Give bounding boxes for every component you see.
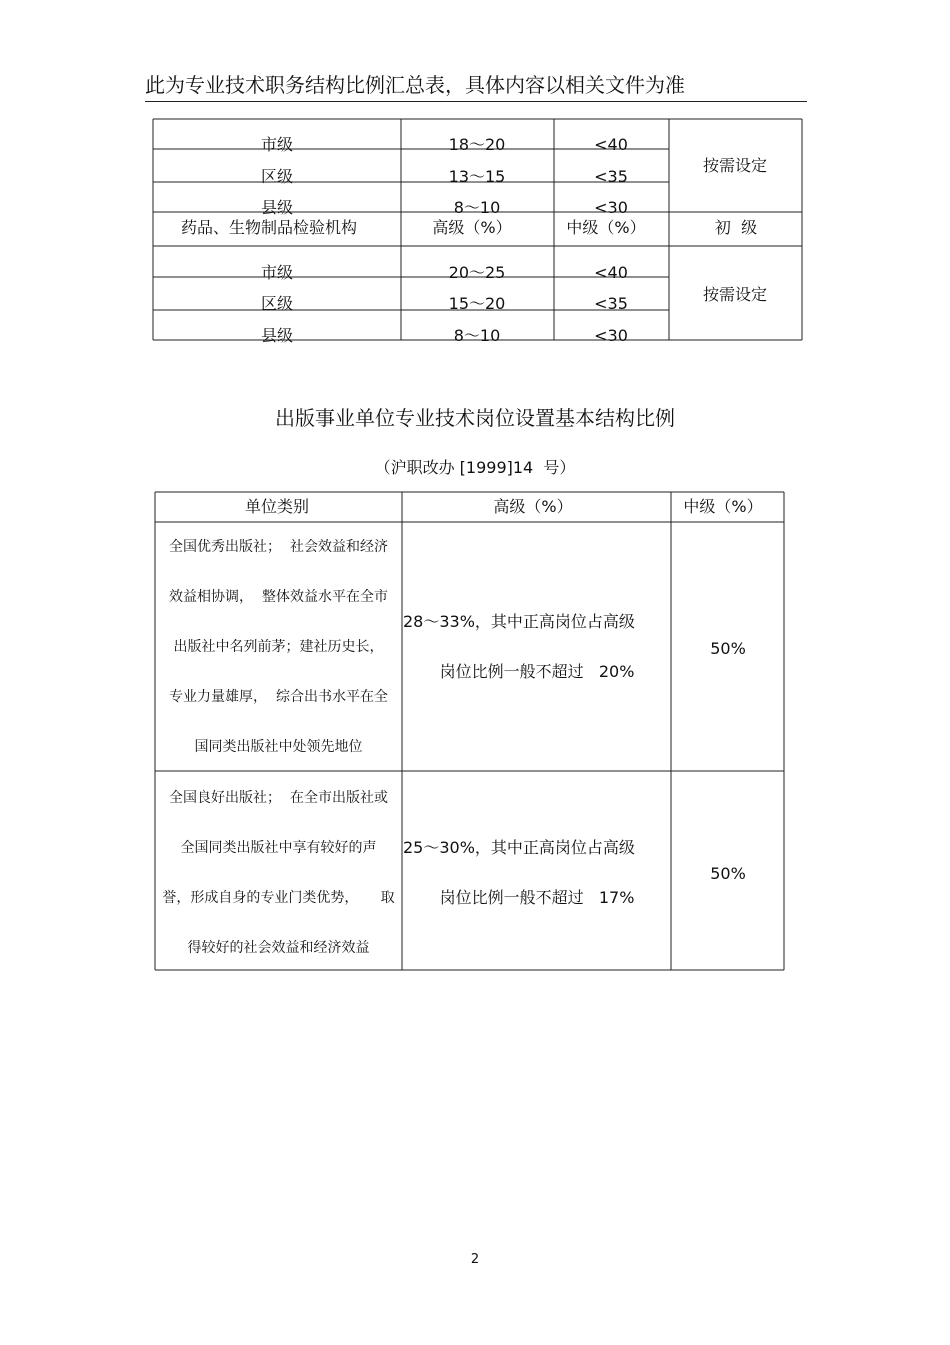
- t2-row1-category-line: 全国优秀出版社； 社会效益和经济: [169, 539, 388, 555]
- t2-row1-senior-line: 28～33%，其中正高岗位占高级: [403, 612, 635, 631]
- t2-row2-category-line: 誉，形成自身的专业门类优势， 取: [162, 890, 395, 906]
- t1-g2-senior-district: 15～20: [448, 294, 506, 313]
- t2-row1-category-line: 效益相协调， 整体效益水平在全市: [169, 589, 388, 605]
- t2-row2-category: [156, 773, 401, 973]
- t2-row1-category-line: 国同类出版社中处领先地位: [194, 739, 363, 755]
- t1-g2-senior-county: 8～10: [453, 326, 501, 345]
- t2-row1-category: [156, 522, 401, 772]
- t2-row2-senior: [403, 823, 671, 923]
- t1-g2-level-district: 区级: [260, 294, 294, 313]
- t1-g1-level-city: 市级: [260, 135, 294, 154]
- t1-g1-middle-county: <30: [594, 198, 628, 217]
- t2-header-category: 单位类别: [244, 497, 310, 516]
- t2-row2-category-line: 全国同类出版社中享有较好的声: [180, 840, 377, 856]
- t1-g2-junior: 按需设定: [702, 285, 768, 304]
- t1-g2-senior-city: 20～25: [448, 263, 506, 282]
- document-header: 此为专业技术职务结构比例汇总表，具体内容以相关文件为准: [145, 73, 685, 97]
- t1-g1-level-district: 区级: [260, 167, 294, 186]
- t1-g2-middle-district: <35: [594, 294, 628, 313]
- t2-row1-middle: 50%: [710, 639, 746, 658]
- t1-g1-senior-county: 8～10: [453, 198, 501, 217]
- t2-row1-senior-line: 岗位比例一般不超过 20%: [439, 662, 635, 681]
- t1-header-middle: 中级（%）: [566, 218, 646, 237]
- t2-row1-senior: [403, 597, 671, 697]
- t1-g1-senior-city: 18～20: [448, 135, 506, 154]
- t1-g1-senior-district: 13～15: [448, 167, 506, 186]
- t2-row2-senior-line: 岗位比例一般不超过 17%: [439, 888, 635, 907]
- t1-g2-middle-county: <30: [594, 326, 628, 345]
- t1-header-senior: 高级（%）: [432, 218, 512, 237]
- t2-header-middle: 中级（%）: [683, 497, 763, 516]
- t2-row2-category-line: 得较好的社会效益和经济效益: [187, 940, 370, 956]
- t1-g1-middle-district: <35: [594, 167, 628, 186]
- page-number: 2: [470, 1252, 480, 1267]
- section2-subtitle: （沪职改办 [1999]14 号）: [374, 458, 576, 477]
- t1-g2-level-city: 市级: [260, 263, 294, 282]
- t1-g1-middle-city: <40: [594, 135, 628, 154]
- t1-g2-middle-city: <40: [594, 263, 628, 282]
- t1-g1-junior: 按需设定: [702, 156, 768, 175]
- section2-title: 出版事业单位专业技术岗位设置基本结构比例: [275, 406, 675, 430]
- t2-row2-senior-line: 25～30%，其中正高岗位占高级: [403, 838, 635, 857]
- header-rule: [145, 101, 807, 102]
- t1-g2-level-county: 县级: [260, 326, 294, 345]
- t1-header-junior: 初 级: [714, 218, 758, 237]
- t2-header-senior: 高级（%）: [493, 497, 573, 516]
- t2-row2-middle: 50%: [710, 864, 746, 883]
- t1-g1-level-county: 县级: [260, 198, 294, 217]
- t1-header-unit: 药品、生物制品检验机构: [180, 218, 358, 237]
- t2-row2-category-line: 全国良好出版社； 在全市出版社或: [169, 790, 388, 806]
- t2-row1-category-line: 出版社中名列前茅；建社历史长，: [173, 639, 384, 655]
- t2-row1-category-line: 专业力量雄厚， 综合出书水平在全: [169, 689, 388, 705]
